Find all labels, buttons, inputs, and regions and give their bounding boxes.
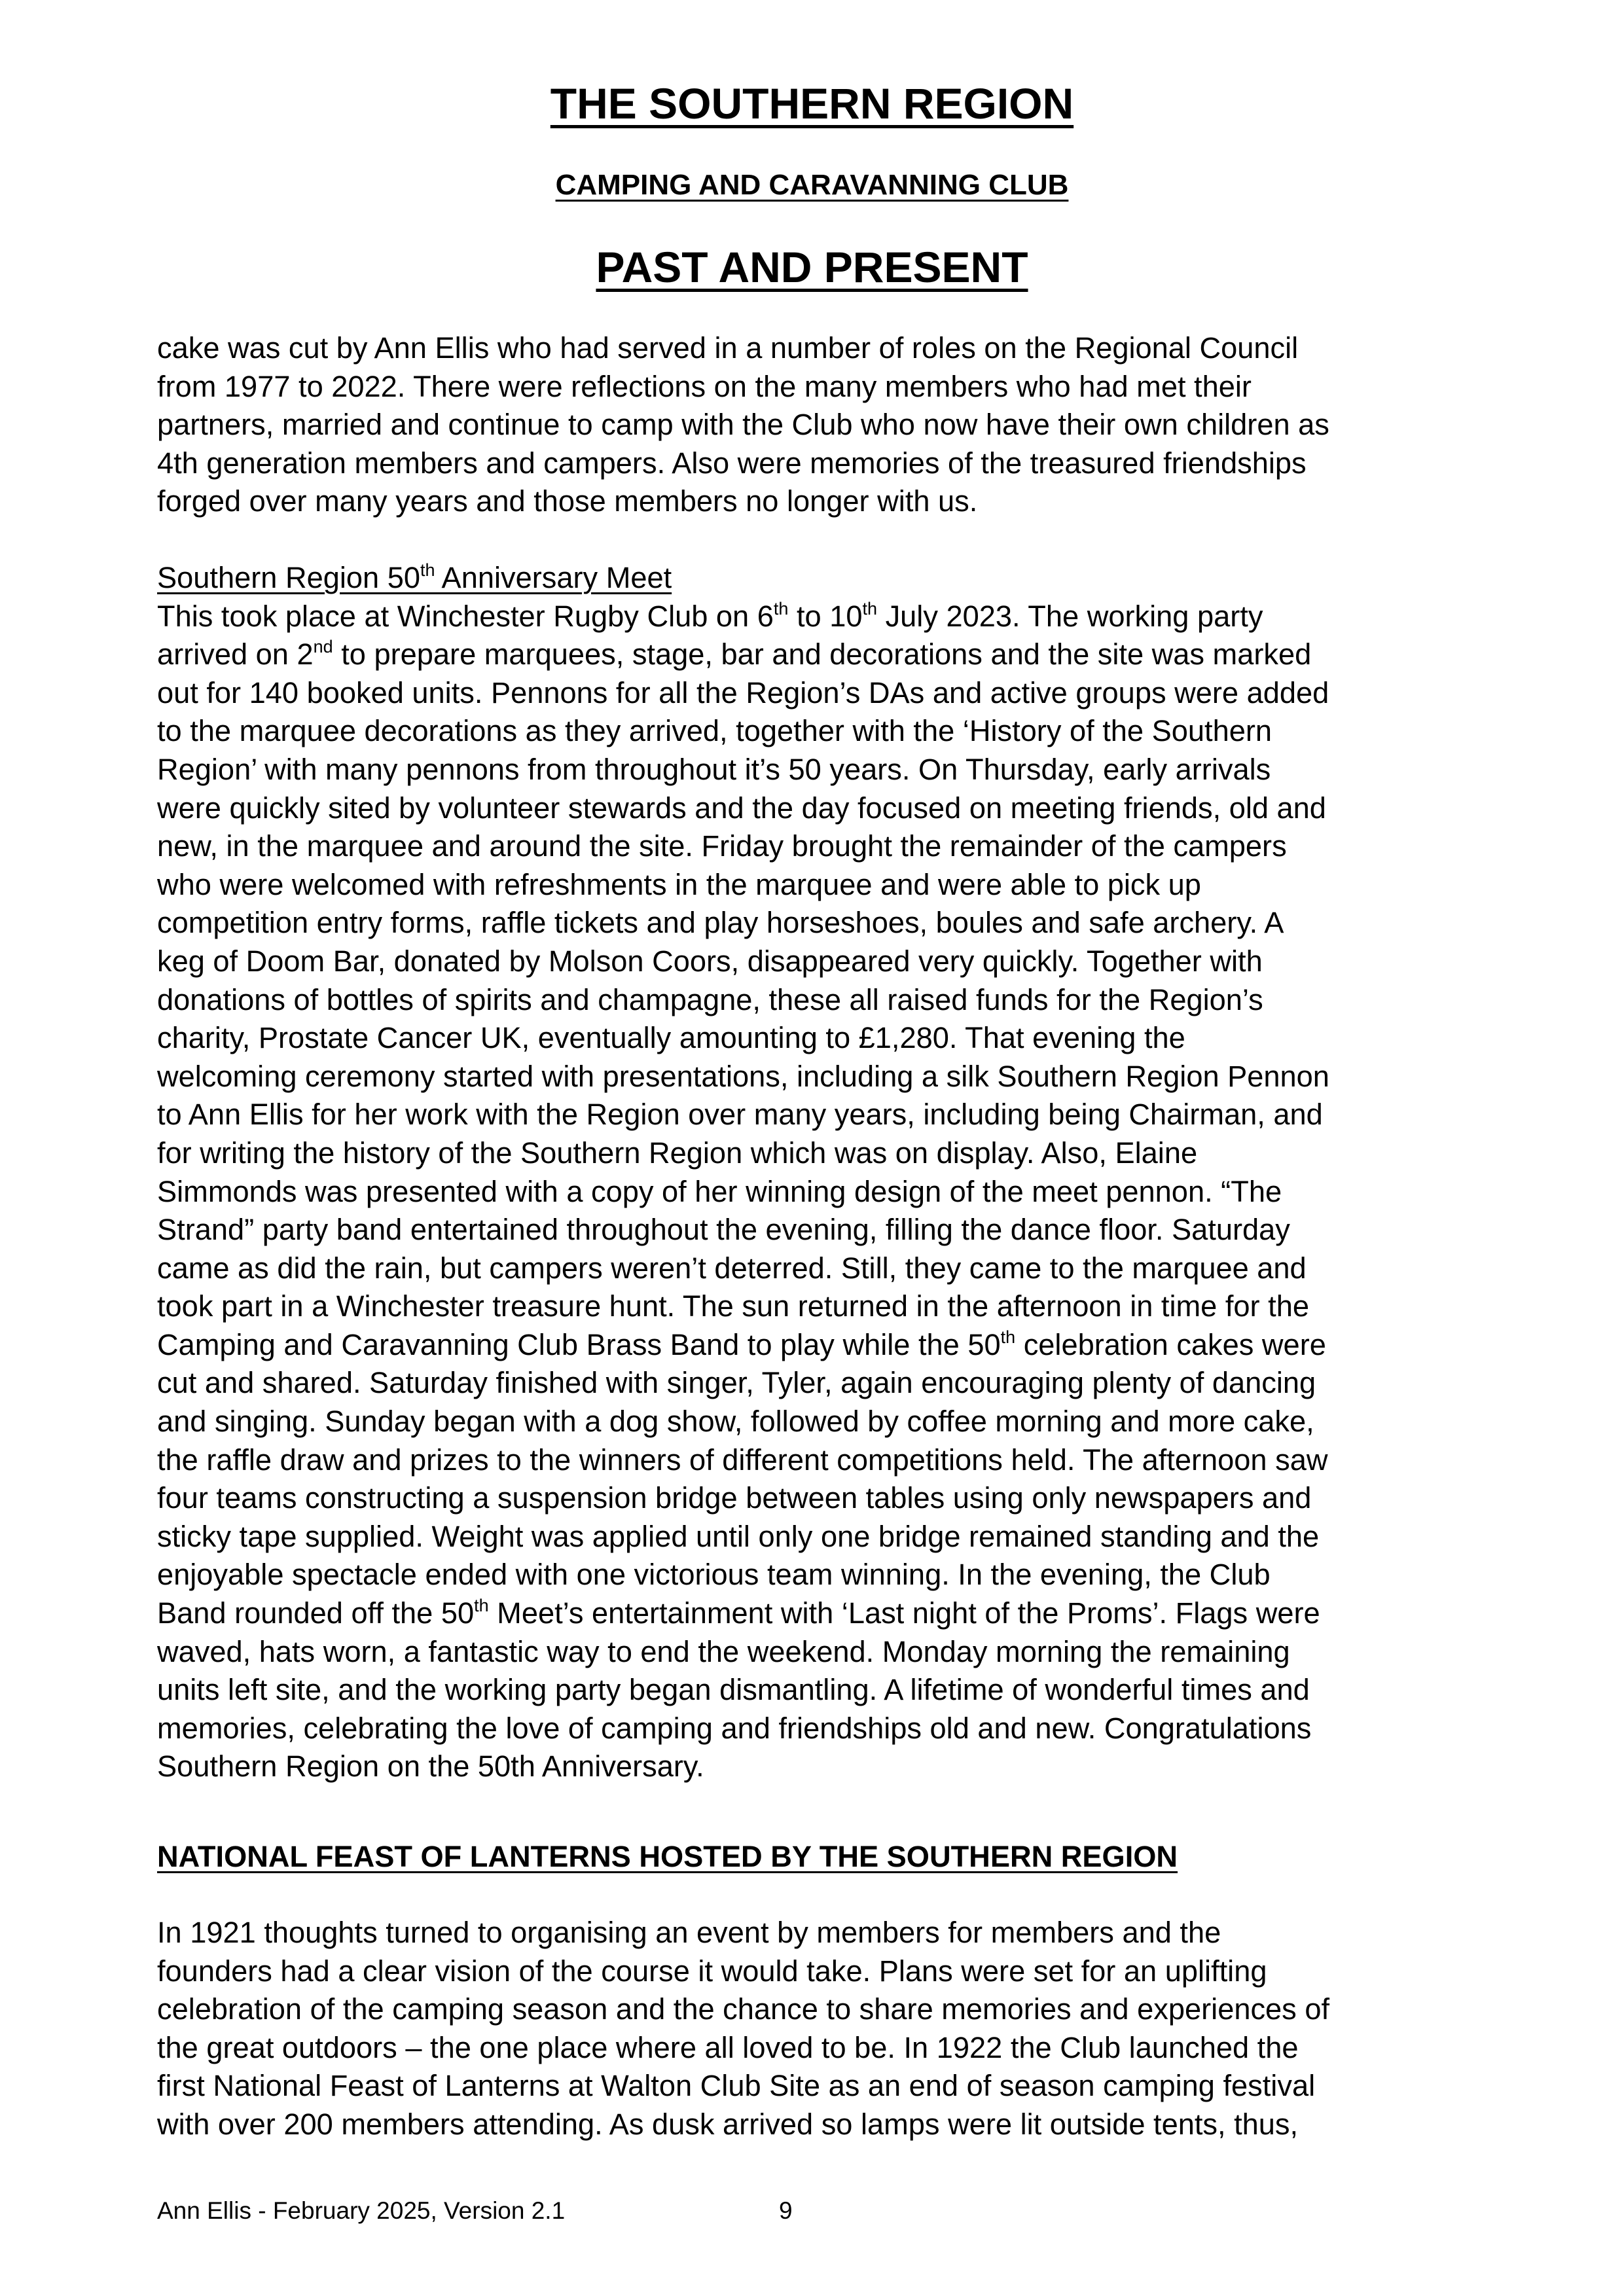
text-line: arrived on 2nd to prepare marquees, stage, bar and decorations and the site was marked	[157, 637, 1312, 672]
text-line: This took place at Winchester Rugby Club on 6th to 10th July 2023. The working party	[157, 598, 1263, 633]
text-line: 4th generation members and campers. Also were memories of the treasured friendships	[157, 446, 1307, 480]
text-line: out for 140 booked units. Pennons for all the Region’s DAs and active groups were added	[157, 675, 1329, 709]
text-line: Strand” party band entertained throughout the evening, filling the dance floor. Saturday	[157, 1213, 1290, 1247]
text-line: Southern Region on the 50th Anniversary.	[157, 1749, 704, 1784]
text-line: new, in the marquee and around the site. Friday brought the remainder of the campers	[157, 829, 1287, 863]
text-line: partners, married and continue to camp with the Club who now have their own children as	[157, 408, 1329, 442]
text-line: cake was cut by Ann Ellis who had served in a number of roles on the Regional Council	[157, 331, 1299, 365]
text-line: from 1977 to 2022. There were reflections on the many members who had met their	[157, 369, 1252, 403]
text-line: charity, Prostate Cancer UK, eventually amounting to £1,280. That evening the	[157, 1021, 1185, 1055]
text-line: to the marquee decorations as they arrived, together with the ‘History of the Southern	[157, 714, 1272, 748]
text-line: keg of Doom Bar, donated by Molson Coors, disappeared very quickly. Together with	[157, 944, 1263, 978]
text-line: competition entry forms, raffle tickets and play horseshoes, boules and safe archery. A	[157, 906, 1284, 940]
text-line: donations of bottles of spirits and champagne, these all raised funds for the Region’s	[157, 982, 1263, 1016]
text-line: memories, celebrating the love of camping and friendships old and new. Congratulations	[157, 1711, 1312, 1745]
text-line: were quickly sited by volunteer stewards and the day focused on meeting friends, old and	[157, 791, 1326, 825]
text-line: welcoming ceremony started with presentations, including a silk Southern Region Pennon	[157, 1059, 1329, 1093]
text-line: Simmonds was presented with a copy of her winning design of the meet pennon. “The	[157, 1174, 1282, 1208]
footer-page-number: 9	[779, 2197, 793, 2224]
footer-author: Ann Ellis - February 2025, Version 2.1	[157, 2197, 566, 2224]
text-line: for writing the history of the Southern Region which was on display. Also, Elaine	[157, 1136, 1198, 1170]
page-title: THE SOUTHERN REGION	[550, 79, 1074, 128]
anniversary-heading: Southern Region 50th Anniversary Meet	[157, 560, 672, 594]
text-line: Band rounded off the 50th Meet’s entertainment with ‘Last night of the Proms’. Flags were	[157, 1595, 1320, 1630]
text-line: waved, hats worn, a fantastic way to end the weekend. Monday morning the remaining	[157, 1634, 1290, 1668]
text-line: who were welcomed with refreshments in the marquee and were able to pick up	[157, 867, 1201, 901]
text-line: units left site, and the working party began dismantling. A lifetime of wonderful times and	[157, 1673, 1310, 1707]
text-line: and singing. Sunday began with a dog show, followed by coffee morning and more cake,	[157, 1405, 1314, 1439]
text-line: took part in a Winchester treasure hunt. The sun returned in the afternoon in time for the	[157, 1289, 1309, 1323]
lanterns-paragraph	[157, 1914, 1486, 2144]
text-line: cut and shared. Saturday finished with singer, Tyler, again encouraging plenty of dancing	[157, 1366, 1316, 1400]
text-line: first National Feast of Lanterns at Walton Club Site as an end of season camping festival	[157, 2069, 1316, 2103]
text-line: four teams constructing a suspension bridge between tables using only newspapers and	[157, 1481, 1312, 1515]
lanterns-heading: NATIONAL FEAST OF LANTERNS HOSTED BY THE SOUTHERN REGION	[157, 1840, 1178, 1873]
anniversary-section	[157, 559, 1486, 1786]
text-line: In 1921 thoughts turned to organising an event by members for members and the	[157, 1916, 1221, 1949]
page-tagline: PAST AND PRESENT	[596, 243, 1028, 291]
text-line: sticky tape supplied. Weight was applied until only one bridge remained standing and the	[157, 1519, 1320, 1553]
text-line: to Ann Ellis for her work with the Region over many years, including being Chairman, and	[157, 1098, 1323, 1132]
page-subtitle: CAMPING AND CARAVANNING CLUB	[555, 169, 1069, 201]
text-line: forged over many years and those members no longer with us.	[157, 484, 978, 518]
text-line: the raffle draw and prizes to the winners of different competitions held. The afternoon saw	[157, 1443, 1328, 1477]
text-line: founders had a clear vision of the course it would take. Plans were set for an uplifting	[157, 1954, 1267, 1988]
text-line: celebration of the camping season and the chance to share memories and experiences of	[157, 1992, 1330, 2026]
text-line: Camping and Caravanning Club Brass Band to play while the 50th celebration cakes were	[157, 1327, 1326, 1361]
text-line: with over 200 members attending. As dusk arrived so lamps were lit outside tents, thus,	[157, 2107, 1299, 2141]
intro-paragraph	[157, 329, 1486, 521]
text-line: enjoyable spectacle ended with one victorious team winning. In the evening, the Club	[157, 1558, 1271, 1592]
text-line: the great outdoors – the one place where all loved to be. In 1922 the Club launched the	[157, 2030, 1299, 2064]
text-line: came as did the rain, but campers weren’t deterred. Still, they came to the marquee and	[157, 1251, 1307, 1285]
text-line: Region’ with many pennons from throughout it’s 50 years. On Thursday, early arrivals	[157, 752, 1271, 786]
